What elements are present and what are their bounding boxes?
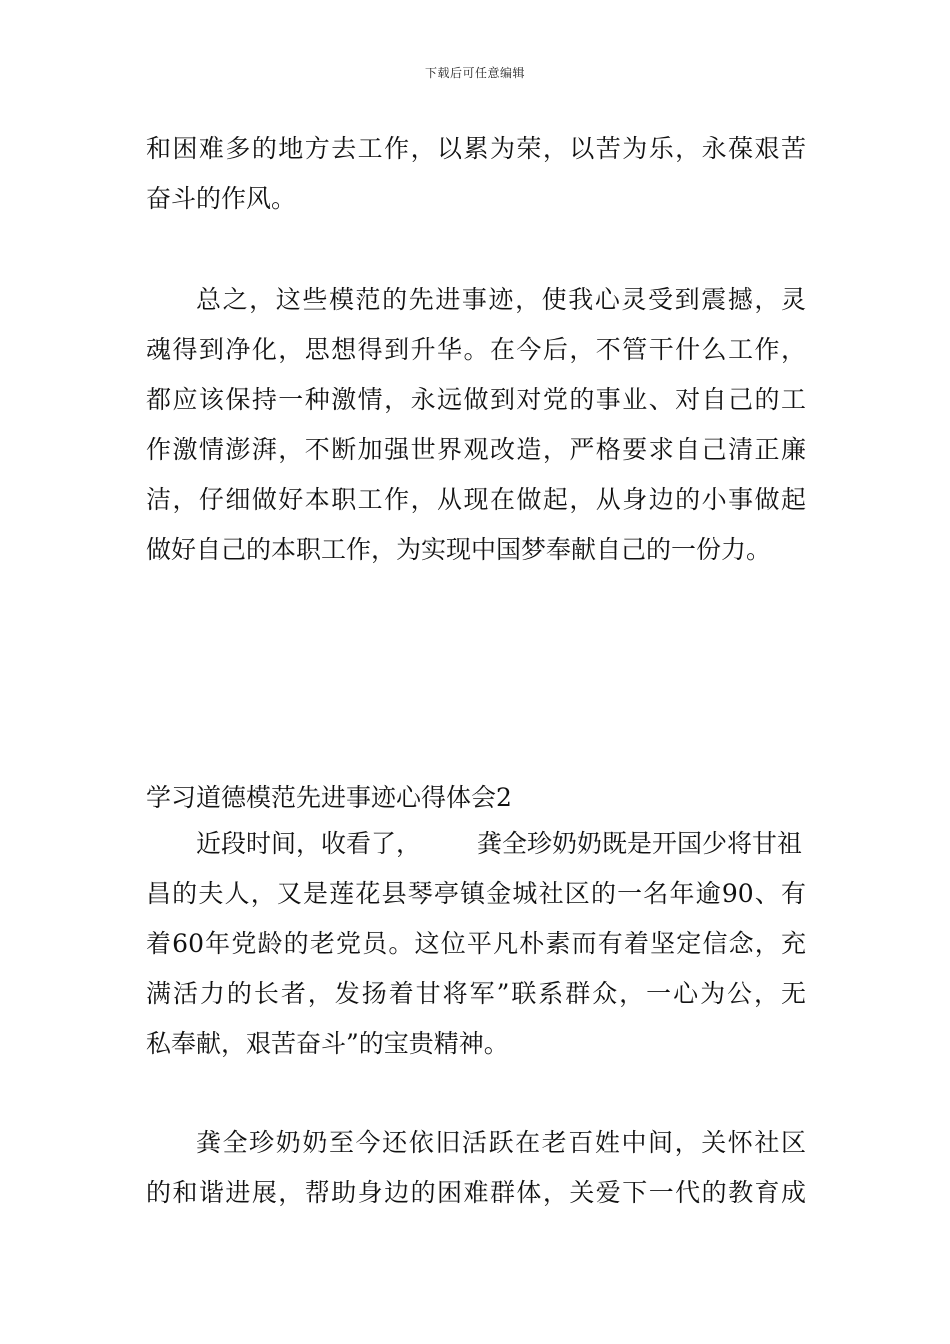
section-heading: 学习道德模范先进事迹心得体会2 <box>146 783 512 812</box>
text-line: 和困难多的地方去工作，以累为荣，以苦为乐，永葆艰苦 <box>146 134 806 163</box>
text-line: 的和谐进展，帮助身边的困难群体，关爱下一代的教育成 <box>146 1178 806 1207</box>
text-segment: 龚全珍奶奶既是开国少将甘祖 <box>477 829 803 858</box>
text-line: 都应该保持一种激情，永远做到对党的事业、对自己的工 <box>146 385 806 414</box>
page-header: 下载后可任意编辑 <box>424 66 525 80</box>
text-segment: 近段时间，收看了， <box>196 829 422 858</box>
text-line: 着60年党龄的老党员。这位平凡朴素而有着坚定信念，充 <box>146 929 806 958</box>
paragraph-3 <box>146 819 806 1069</box>
paragraph-2 <box>146 275 806 575</box>
paragraph-4 <box>146 1118 806 1218</box>
text-line: 昌的夫人，又是莲花县琴亭镇金城社区的一名年逾90、有 <box>146 879 806 908</box>
text-line: 满活力的长者，发扬着甘将军”联系群众，一心为公，无 <box>146 979 806 1008</box>
text-line: 魂得到净化，思想得到升华。在今后，不管干什么工作， <box>146 335 806 364</box>
text-line: 作激情澎湃，不断加强世界观改造，严格要求自己清正廉 <box>146 435 806 464</box>
text-line: 做好自己的本职工作，为实现中国梦奉献自己的一份力。 <box>146 535 772 564</box>
text-line: 龚全珍奶奶至今还依旧活跃在老百姓中间，关怀社区 <box>196 1128 806 1157</box>
text-line: 奋斗的作风。 <box>146 184 297 213</box>
text-line: 总之，这些模范的先进事迹，使我心灵受到震撼，灵 <box>196 285 806 314</box>
paragraph-1 <box>146 124 806 224</box>
text-line: 洁，仔细做好本职工作，从现在做起，从身边的小事做起 <box>146 485 806 514</box>
text-line <box>146 819 806 869</box>
text-line: 私奉献，艰苦奋斗”的宝贵精神。 <box>146 1029 509 1058</box>
